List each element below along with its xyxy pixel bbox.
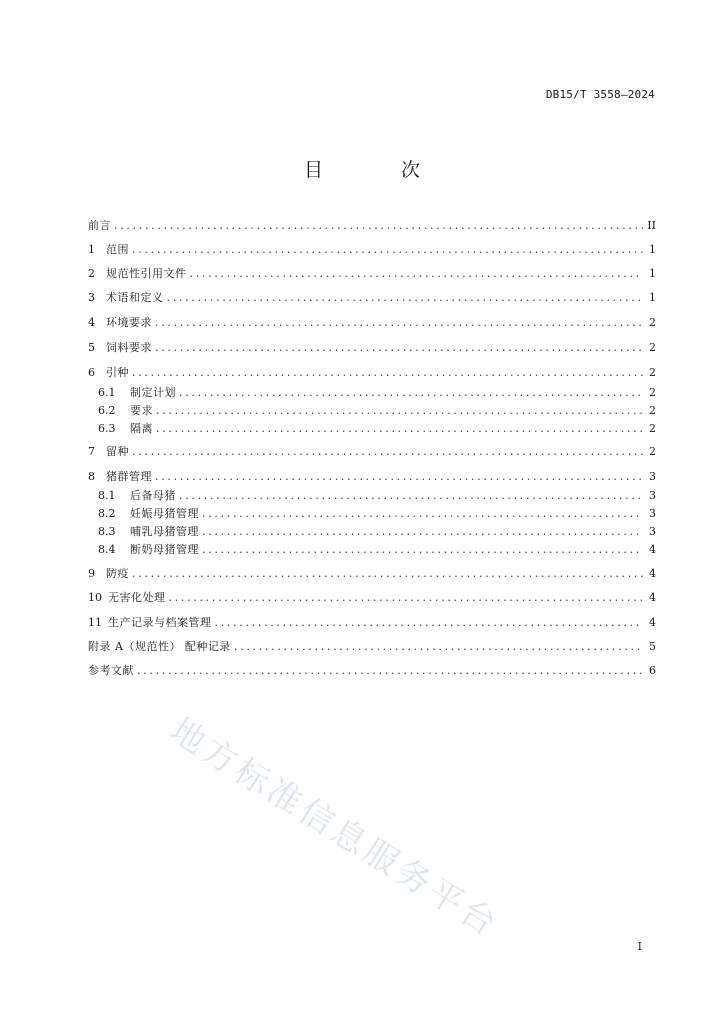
toc-entry-8-2[interactable]	[98, 506, 656, 522]
toc-label: 术语和定义	[106, 291, 164, 304]
toc-number: 2	[88, 267, 95, 280]
toc-label: 断奶母猪管理	[130, 543, 199, 556]
toc-page-number: 2	[649, 341, 656, 354]
toc-leader	[202, 524, 643, 540]
toc-page-number: 2	[649, 316, 656, 329]
toc-leader	[156, 403, 643, 419]
toc-entry-8-4[interactable]	[98, 542, 656, 558]
toc-leader	[155, 315, 643, 331]
toc-number: 4	[88, 316, 95, 329]
toc-number: 8.2	[98, 507, 116, 520]
toc-label: 隔离	[130, 422, 153, 435]
toc-entry-8-1[interactable]	[98, 488, 656, 504]
toc-page-number: II	[647, 219, 656, 232]
toc-label: 引种	[106, 366, 129, 379]
toc-label: 无害化处理	[108, 591, 166, 604]
page-number: I	[637, 940, 642, 953]
toc-label: 前言	[88, 219, 111, 232]
toc-entry-11[interactable]	[88, 615, 656, 631]
toc-label: 要求	[130, 404, 153, 417]
toc-entry-10[interactable]	[88, 590, 656, 606]
toc-leader	[215, 615, 644, 631]
toc-label: 制定计划	[130, 386, 176, 399]
toc-entry-6-2[interactable]	[98, 403, 656, 419]
toc-page-number: 6	[649, 664, 656, 677]
toc-entry-3[interactable]	[88, 290, 656, 306]
toc-number: 3	[88, 291, 95, 304]
toc-leader	[114, 218, 643, 234]
toc-number: 5	[88, 341, 95, 354]
toc-label: 饲料要求	[106, 341, 152, 354]
toc-leader	[190, 266, 644, 282]
toc-entry-9[interactable]	[88, 566, 656, 582]
toc-number: 8.1	[98, 489, 116, 502]
toc-label: 留种	[106, 445, 129, 458]
toc-label: 妊娠母猪管理	[130, 507, 199, 520]
toc-number: 6.1	[98, 386, 116, 399]
toc-page-number: 4	[649, 543, 656, 556]
toc-leader	[132, 566, 643, 582]
toc-entry-foreword[interactable]	[88, 218, 656, 234]
toc-number: 11	[88, 616, 102, 629]
toc-number: 6.2	[98, 404, 116, 417]
toc-page-number: 2	[649, 366, 656, 379]
toc-entry-5[interactable]	[88, 340, 656, 356]
toc-number: 10	[88, 591, 102, 604]
toc-leader	[155, 469, 643, 485]
toc-number: 7	[88, 445, 95, 458]
toc-label: 生产记录与档案管理	[108, 616, 212, 629]
toc-label: 防疫	[106, 567, 129, 580]
toc-entry-8[interactable]	[88, 469, 656, 485]
toc-entry-6-1[interactable]	[98, 385, 656, 401]
toc-leader	[132, 242, 643, 258]
toc-page-number: 3	[649, 489, 656, 502]
toc-leader	[155, 340, 643, 356]
toc-number: 8.4	[98, 543, 116, 556]
toc-entry-6-3[interactable]	[98, 421, 656, 437]
toc-label: 范围	[106, 243, 129, 256]
toc-number: 9	[88, 567, 95, 580]
toc-page-number: 4	[649, 591, 656, 604]
toc-page-number: 4	[649, 567, 656, 580]
toc-leader	[179, 488, 643, 504]
toc-label: 附录 A（规范性） 配种记录	[88, 640, 231, 653]
toc-number: 6	[88, 366, 95, 379]
toc-leader	[169, 590, 644, 606]
toc-page-number: 3	[649, 470, 656, 483]
toc-page-number: 2	[649, 422, 656, 435]
toc-page-number: 2	[649, 445, 656, 458]
toc-entry-1[interactable]	[88, 242, 656, 258]
toc-page-number: 1	[649, 267, 656, 280]
toc-leader	[202, 506, 643, 522]
toc-page-number: 1	[649, 291, 656, 304]
toc-page-number: 4	[649, 616, 656, 629]
toc-page-number: 5	[649, 640, 656, 653]
toc-entry-8-3[interactable]	[98, 524, 656, 540]
toc-number: 8.3	[98, 525, 116, 538]
page-title: 目 次	[303, 159, 457, 181]
toc-label: 环境要求	[106, 316, 152, 329]
toc-leader	[167, 290, 644, 306]
toc-number: 8	[88, 470, 95, 483]
toc-leader	[132, 444, 643, 460]
toc-label: 参考文献	[88, 664, 134, 677]
toc-page-number: 2	[649, 386, 656, 399]
toc-leader	[202, 542, 643, 558]
toc-page-number: 3	[649, 507, 656, 520]
toc-leader	[132, 365, 643, 381]
toc-number: 1	[88, 243, 95, 256]
toc-number: 6.3	[98, 422, 116, 435]
document-code: DB15/T 3558—2024	[545, 88, 655, 101]
toc-leader	[179, 385, 643, 401]
toc-label: 哺乳母猪管理	[130, 525, 199, 538]
toc-page-number: 2	[649, 404, 656, 417]
toc-entry-7[interactable]	[88, 444, 656, 460]
toc-entry-4[interactable]	[88, 315, 656, 331]
toc-label: 后备母猪	[130, 489, 176, 502]
toc-label: 规范性引用文件	[106, 267, 187, 280]
toc-entry-2[interactable]	[88, 266, 656, 282]
toc-page-number: 1	[649, 243, 656, 256]
toc-leader	[234, 639, 643, 655]
watermark: 地方标准信息服务平台	[162, 710, 507, 946]
toc-label: 猪群管理	[106, 470, 152, 483]
toc-entry-6[interactable]	[88, 365, 656, 381]
toc-leader	[156, 421, 643, 437]
toc-page-number: 3	[649, 525, 656, 538]
toc-leader	[137, 663, 643, 679]
toc-entry-references[interactable]	[88, 663, 656, 679]
toc-entry-appendix-a[interactable]	[88, 639, 656, 655]
